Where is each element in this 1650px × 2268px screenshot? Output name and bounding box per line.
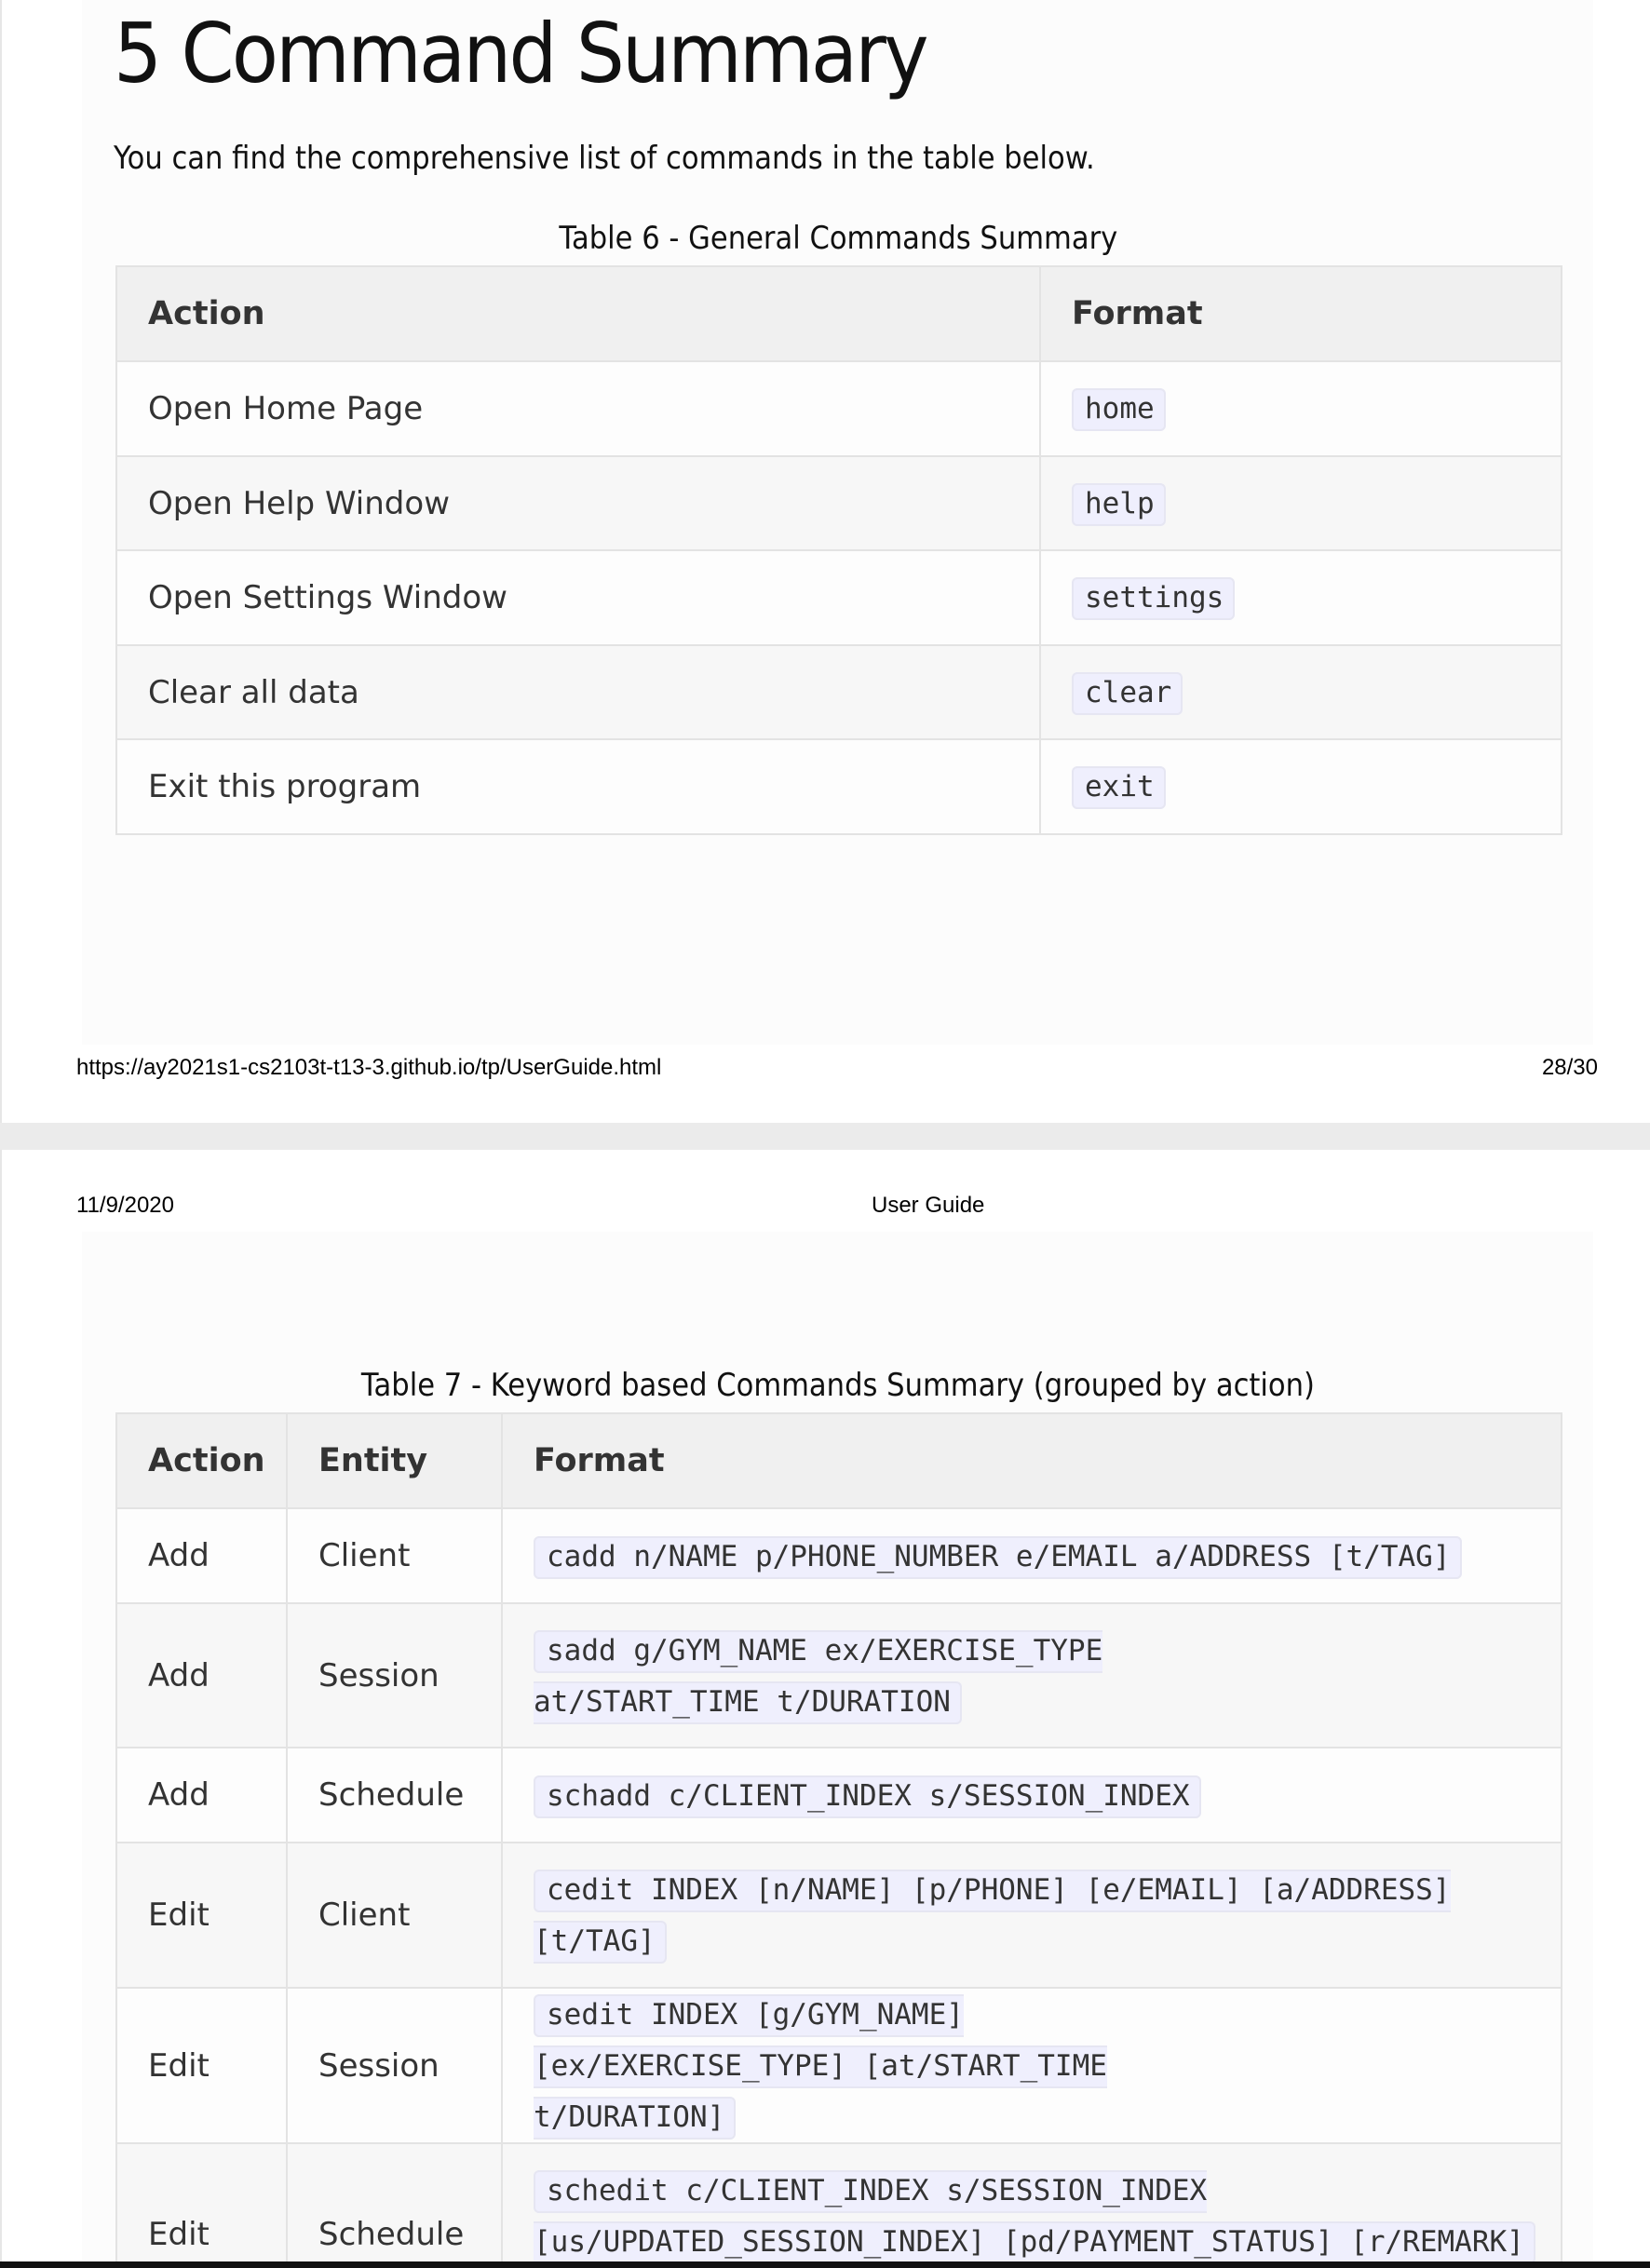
entity-cell: Session: [287, 1603, 502, 1748]
action-cell: Add: [116, 1603, 287, 1748]
table-row: [116, 361, 1562, 456]
column-header-format: Format: [1040, 266, 1562, 361]
table-row: [116, 645, 1562, 739]
table-row: [116, 1988, 1562, 2143]
column-header-entity: Entity: [287, 1413, 502, 1508]
format-cell: [1040, 645, 1562, 739]
format-cell: [1040, 361, 1562, 456]
page-separator: [0, 1123, 1650, 1150]
command-code: help: [1072, 483, 1166, 526]
page-header-title: User Guide: [872, 1193, 985, 1218]
table-row: [116, 1603, 1562, 1748]
format-cell: [502, 1988, 1562, 2143]
entity-cell: Client: [287, 1508, 502, 1603]
table-row: [116, 1748, 1562, 1843]
table7-caption: Table 7 - Keyword based Commands Summary (grouped by action): [360, 1367, 1316, 1404]
command-code: settings: [1072, 577, 1235, 620]
command-code: sedit INDEX [g/GYM_NAME] [ex/EXERCISE_TYPE] [at/START_TIME t/DURATION]: [534, 1994, 1107, 2140]
action-cell: Add: [116, 1508, 287, 1603]
action-cell: Add: [116, 1748, 287, 1843]
general-commands-table: [115, 265, 1562, 835]
table6-caption: Table 6 - General Commands Summary: [559, 220, 1117, 257]
command-code: home: [1072, 388, 1166, 431]
entity-cell: Schedule: [287, 1748, 502, 1843]
page-footer-url: https://ay2021s1-cs2103t-t13-3.github.io/tp/UserGuide.html: [76, 1055, 662, 1080]
entity-cell: Client: [287, 1843, 502, 1988]
format-cell: [502, 1748, 1562, 1843]
format-cell: [1040, 739, 1562, 834]
table-header-row: [116, 266, 1562, 361]
format-cell: [1040, 456, 1562, 550]
column-header-action: Action: [116, 1413, 287, 1508]
table-row: [116, 1508, 1562, 1603]
action-cell: Clear all data: [116, 645, 1040, 739]
action-cell: Open Home Page: [116, 361, 1040, 456]
command-code: schedit c/CLIENT_INDEX s/SESSION_INDEX [us/UPDATED_SESSION_INDEX] [pd/PAYMENT_STATUS] [r/REMARK]: [534, 2170, 1535, 2264]
command-code: cedit INDEX [n/NAME] [p/PHONE] [e/EMAIL] [a/ADDRESS] [t/TAG]: [534, 1870, 1451, 1964]
viewer-bottom-bar: [0, 2261, 1650, 2268]
format-cell: [502, 2143, 1562, 2268]
action-cell: Edit: [116, 2143, 287, 2268]
command-code: cadd n/NAME p/PHONE_NUMBER e/EMAIL a/ADDRESS [t/TAG]: [534, 1536, 1462, 1579]
column-header-action: Action: [116, 266, 1040, 361]
page-number: 28/30: [1541, 1055, 1598, 1080]
intro-paragraph: You can find the comprehensive list of commands in the table below.: [114, 140, 1095, 177]
command-code: schadd c/CLIENT_INDEX s/SESSION_INDEX: [534, 1775, 1201, 1818]
format-cell: [502, 1508, 1562, 1603]
table-row: [116, 456, 1562, 550]
table-row: [116, 2143, 1562, 2268]
table-row: [116, 1843, 1562, 1988]
action-cell: Edit: [116, 1843, 287, 1988]
page-header-date: 11/9/2020: [76, 1193, 174, 1218]
column-header-format: Format: [502, 1413, 1562, 1508]
entity-cell: Session: [287, 1988, 502, 2143]
command-code: sadd g/GYM_NAME ex/EXERCISE_TYPE at/START_TIME t/DURATION: [534, 1630, 1102, 1724]
keyword-commands-table: [115, 1412, 1562, 2268]
section-heading: 5 Command Summary: [114, 6, 926, 101]
entity-cell: Schedule: [287, 2143, 502, 2268]
format-cell: [502, 1603, 1562, 1748]
action-cell: Edit: [116, 1988, 287, 2143]
format-cell: [502, 1843, 1562, 1988]
action-cell: Open Help Window: [116, 456, 1040, 550]
table-row: [116, 550, 1562, 645]
action-cell: Open Settings Window: [116, 550, 1040, 645]
command-code: exit: [1072, 766, 1166, 809]
format-cell: [1040, 550, 1562, 645]
table-header-row: [116, 1413, 1562, 1508]
action-cell: Exit this program: [116, 739, 1040, 834]
command-code: clear: [1072, 672, 1183, 715]
table-row: [116, 739, 1562, 834]
